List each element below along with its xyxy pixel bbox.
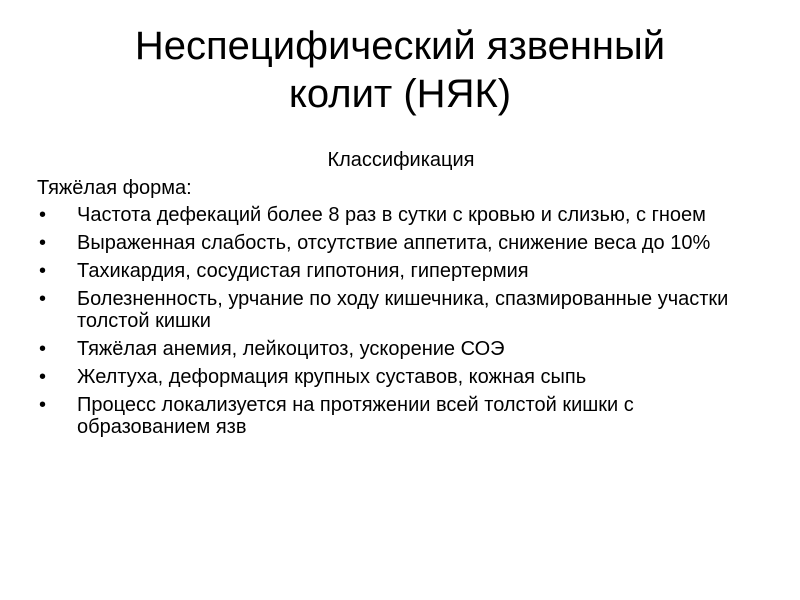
bullet-item: [37, 232, 765, 254]
bullet-item: [37, 288, 765, 332]
bullet-text: Процесс локализуется на протяжении всей толстой кишки с образованием язв: [77, 394, 634, 438]
bullet-icon: •: [39, 338, 47, 360]
bullet-item: [37, 338, 765, 360]
bullet-icon: •: [39, 260, 47, 282]
form-label: Тяжёлая форма:: [37, 177, 192, 199]
slide-title: [40, 22, 760, 118]
bullet-list: [37, 204, 765, 438]
bullet-text: Выраженная слабость, отсутствие аппетита, снижение веса до 10%: [77, 232, 711, 254]
bullet-text: Болезненность, урчание по ходу кишечника, спазмированные участки толстой кишки: [77, 288, 729, 332]
bullet-item: [37, 366, 765, 388]
bullet-icon: •: [39, 204, 47, 226]
bullet-icon: •: [39, 394, 47, 416]
bullet-icon: •: [39, 232, 47, 254]
slide-title-line-2: колит (НЯК): [288, 72, 512, 116]
bullet-text: Желтуха, деформация крупных суставов, кожная сыпь: [77, 366, 587, 388]
slide-content: [37, 148, 765, 444]
bullet-icon: •: [39, 366, 47, 388]
bullet-icon: •: [39, 288, 47, 310]
bullet-text: Тяжёлая анемия, лейкоцитоз, ускорение СОЭ: [77, 338, 505, 360]
bullet-text: Частота дефекаций более 8 раз в сутки с кровью и слизью, с гноем: [77, 204, 706, 226]
bullet-item: [37, 204, 765, 226]
slide-title-line-1: Неспецифический язвенный: [134, 24, 666, 68]
bullet-text: Тахикардия, сосудистая гипотония, гипертермия: [77, 260, 529, 282]
bullet-item: [37, 260, 765, 282]
bullet-item: [37, 394, 765, 438]
section-subtitle: Классификация: [327, 149, 475, 171]
